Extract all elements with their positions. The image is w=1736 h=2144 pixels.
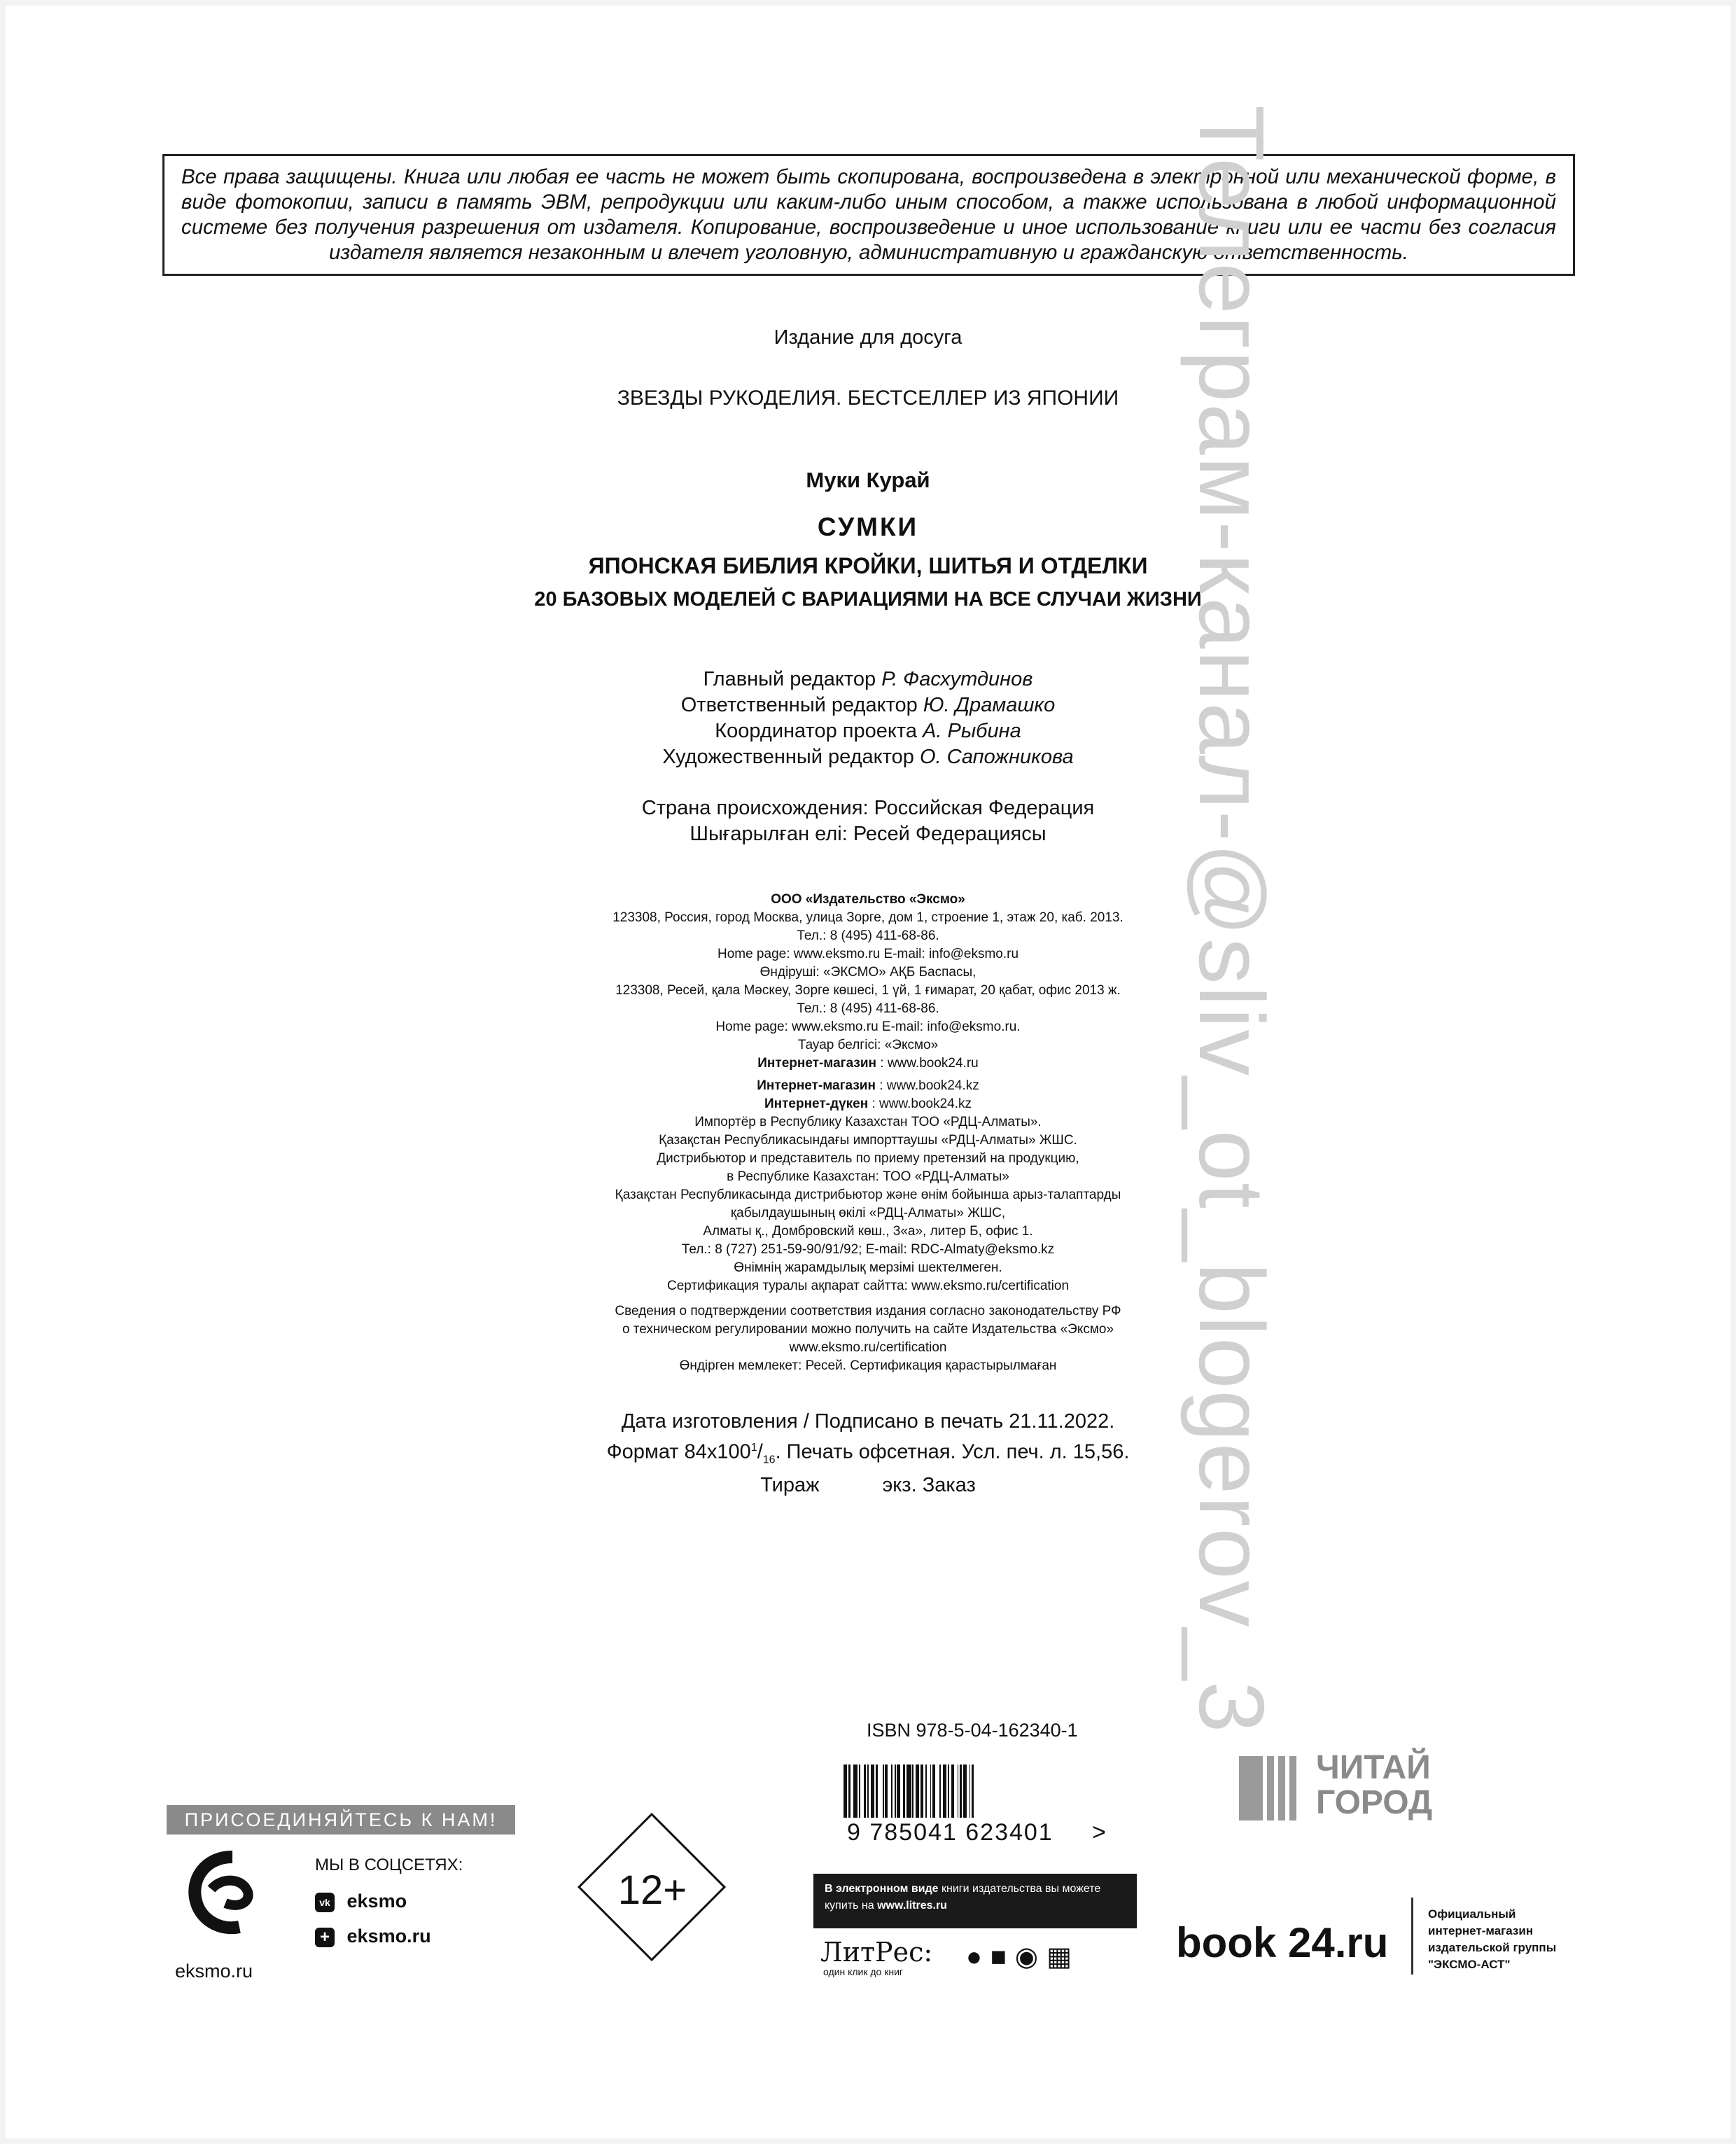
- plus-icon: +: [315, 1928, 335, 1947]
- print-date: Дата изготовления / Подписано в печать 21.11.2022.: [621, 1410, 1115, 1433]
- rights-notice: Все права защищены. Книга или любая ее часть не может быть скопирована, воспроизведена в электронной или механической форме, в виде фотокопии, записи в память ЭВМ, репродукции или каким-либо иным способом, а также использована в любой информационной системе без получения разрешения от издателя. Копирование, воспроизведение и иное использование книги или ее части без согласия издателя является незаконным и влечет уголовную, административную и гражданскую ответственность.: [162, 154, 1575, 276]
- platform-icons: [966, 1941, 1080, 1972]
- print-info: [0, 1409, 1736, 1498]
- book-subtitle-2: 20 БАЗОВЫХ МОДЕЛЕЙ С ВАРИАЦИЯМИ НА ВСЕ СЛУЧАИ ЖИЗНИ: [534, 588, 1202, 611]
- social-site[interactable]: + eksmo.ru: [315, 1926, 431, 1947]
- litres-box: В электронном виде книги издательства вы можете купить на www.litres.ru: [813, 1874, 1137, 1928]
- print-format: Формат $84x100^1/_{16}$. Печать офсетная. Усл. печ. л. 15,56.: [606, 1440, 1130, 1466]
- social-heading: МЫ В СОЦСЕТЯХ:: [315, 1856, 463, 1874]
- barcode: [844, 1764, 1116, 1818]
- android-icon: ■: [990, 1942, 1015, 1972]
- windows-icon: ▦: [1046, 1942, 1080, 1972]
- chitai-gorod-logo-icon: [1239, 1756, 1310, 1821]
- barcode-bar: [935, 1764, 940, 1818]
- publisher-name: ООО «Издательство «Эксмо»: [771, 892, 965, 907]
- litres-brand: ЛитРес:: [820, 1937, 933, 1968]
- credit-line: Главный редактор Р. Фасхутдинов: [703, 668, 1033, 690]
- apple-icon: ●: [966, 1942, 990, 1972]
- imprint: ООО «Издательство «Эксмо» 123308, Россия, город Москва, улица Зорге, дом 1, строение 1, этаж 20, каб. 2013. Тел.: 8 (495) 411-68-86. Home page: www.eksmo.ru E-mail: info@eksmo.ru Өндіруші: «ЭКСМО» АҚБ Баспасы, 123308, Ресей, қала Мәскеу, Зорге көшесі, 1 үй, 1 ғимарат, 20 қабат, офис 2013 ж. Тел.: 8 (495) 411-68-86. Home page: www.eksmo.ru E-mail: info@eksmo.ru. Тауар белгісі: «Эксмо» Интернет-магазин : www.book24.ru Интернет-магазин : www.book24.kz Интернет-дүкен : www.book24.kz Импортёр в Республику Казахстан ТОО «РДЦ-Алматы». Қазақстан Республикасындағы импорттаушы «РДЦ-Алматы» ЖШС. Дистрибьютор и представитель по приему претензий на продукцию, в Республике Казахстан: ТОО «РДЦ-Алматы» Қазақстан Республикасында дистрибьютор және өнім бойынша арыз-талаптарды қабылдаушының өкілі «РДЦ-Алматы» ЖШС, Алматы қ., Домбровский көш., 3«а», литер Б, офис 1. Тел.: 8 (727) 251-59-90/91/92; E-mail: RDC-Almaty@eksmo.kz Өнімнің жарамдылық мерзімі шектелмеген. Сертификация туралы ақпарат сайтта: www.eksmo.ru/certification Сведения о подтверждении соответствия издания согласно законодательству РФ о техническом регулировании можно получить на сайте Издательства «Эксмо» www.eksmo.ru/certification Өндірген мемлекет: Ресей. Сертификация қарастырылмаған: [0, 891, 1736, 1375]
- vk-icon: vk: [315, 1893, 335, 1912]
- social-vk[interactable]: vk eksmo: [315, 1891, 407, 1912]
- credit-line: Координатор проекта А. Рыбина: [715, 720, 1021, 742]
- origin-country: Страна происхождения: Российская Федерация Шығарылған елі: Ресей Федерациясы: [641, 797, 1095, 845]
- book24-description: Официальный интернет-магазин издательской группы "ЭКСМО-АСТ": [1428, 1907, 1557, 1971]
- eksmo-logo: [183, 1849, 260, 1940]
- barcode-arrow: >: [1092, 1819, 1106, 1846]
- divider: [1411, 1898, 1413, 1975]
- series-title: ЗВЕЗДЫ РУКОДЕЛИЯ. БЕСТСЕЛЛЕР ИЗ ЯПОНИИ: [617, 387, 1119, 410]
- age-rating: 12+: [617, 1867, 687, 1913]
- barcode-bar: [974, 1764, 977, 1818]
- book-subtitle: ЯПОНСКАЯ БИБЛИЯ КРОЙКИ, ШИТЬЯ И ОТДЕЛКИ: [588, 553, 1148, 578]
- credits: [0, 667, 1736, 770]
- credit-line: Ответственный редактор Ю. Драмашко: [680, 694, 1056, 716]
- book-title: СУМКИ: [817, 513, 919, 541]
- print-run: Тираж экз. Заказ: [760, 1474, 976, 1497]
- edition-type: Издание для досуга: [774, 326, 962, 349]
- barcode-bar: [853, 1764, 858, 1818]
- join-banner: ПРИСОЕДИНЯЙТЕСЬ К НАМ!: [167, 1805, 515, 1835]
- browser-icon: ◉: [1014, 1942, 1047, 1972]
- book24-logo: book 24.ru: [1176, 1919, 1389, 1966]
- barcode-bar: [906, 1764, 911, 1818]
- watermark: Телеграм-канал-@sliv_ot_blogerov_3: [1180, 105, 1283, 1734]
- litres-tagline: один клик до книг: [823, 1966, 904, 1977]
- chitai-gorod-logo: ЧИТАЙ ГОРОД: [1316, 1749, 1433, 1821]
- barcode-digits: 9 785041 623401: [847, 1819, 1054, 1846]
- credit-line: Художественный редактор О. Сапожникова: [662, 746, 1074, 768]
- author: Муки Курай: [806, 468, 930, 492]
- isbn: ISBN 978-5-04-162340-1: [867, 1720, 1078, 1741]
- eksmo-logo-caption: eksmo.ru: [175, 1961, 253, 1982]
- barcode-bar: [878, 1764, 883, 1818]
